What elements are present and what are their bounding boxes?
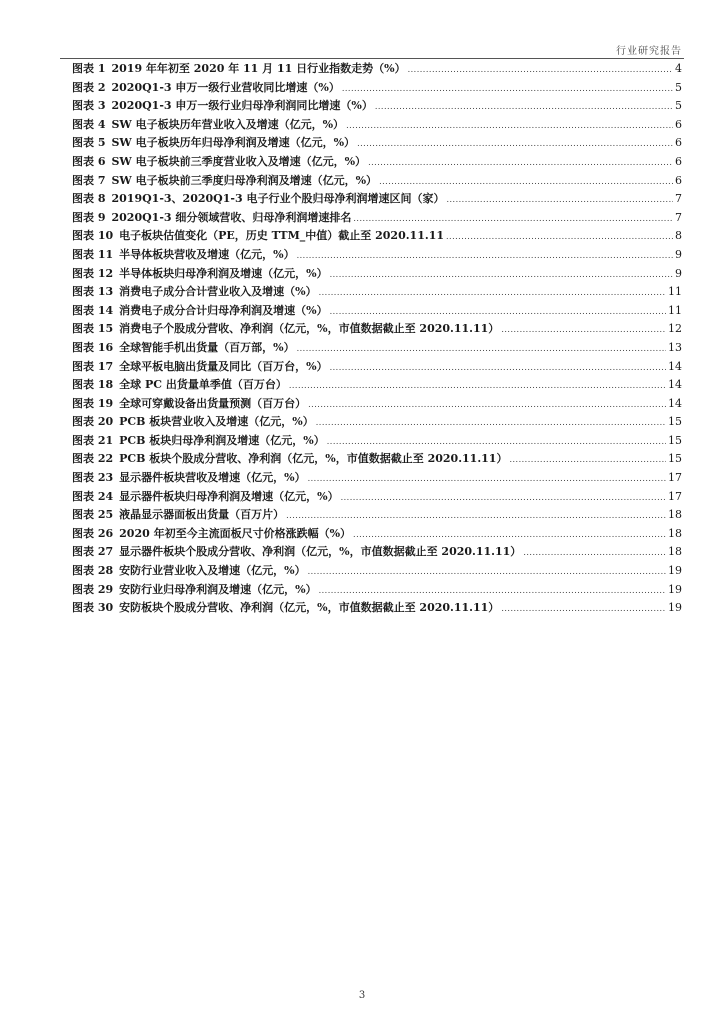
toc-entry-page[interactable]: 18 [668, 545, 682, 559]
toc-entry-title[interactable]: 电子板块估值变化（PE，历史 TTM_中值）截止至 2020.11.11 [119, 229, 444, 243]
toc-entry[interactable] [72, 227, 682, 246]
toc-dot-leader [297, 251, 673, 260]
toc-entry-title[interactable]: 安防板块个股成分营收、净利润（亿元，%，市值数据截止至 2020.11.11） [119, 601, 500, 615]
toc-dot-leader [308, 474, 666, 483]
toc-entry-title[interactable]: 安防行业归母净利润及增速（亿元，%） [119, 582, 317, 596]
toc-dot-leader [330, 270, 673, 279]
toc-dot-leader [446, 232, 673, 241]
toc-entry-page[interactable]: 5 [675, 80, 682, 94]
toc-entry-page[interactable]: 17 [668, 471, 682, 485]
toc-entry-title[interactable]: 2020Q1-3 细分领域营收、归母净利润增速排名 [111, 210, 352, 224]
toc-entry-title[interactable]: SW 电子板块历年归母净利润及增速（亿元，%） [111, 136, 356, 150]
toc-entry-title[interactable]: 消费电子成分合计归母净利润及增速（%） [119, 303, 328, 317]
toc-dot-leader [357, 139, 673, 148]
toc-entry[interactable] [72, 376, 682, 395]
toc-entry-number: 图表 22 [72, 452, 114, 466]
toc-dot-leader [327, 437, 666, 446]
toc-entry[interactable] [72, 506, 682, 525]
toc-entry[interactable] [72, 320, 682, 339]
toc-entry-number: 图表 19 [72, 396, 114, 410]
toc-entry[interactable] [72, 60, 682, 79]
toc-entry-title[interactable]: 显示器件板块个股成分营收、净利润（亿元，%，市值数据截止至 2020.11.11） [119, 545, 522, 559]
toc-entry-title[interactable]: SW 电子板块历年营业收入及增速（亿元，%） [111, 117, 345, 131]
toc-entry-number: 图表 29 [72, 582, 114, 596]
toc-dot-leader [341, 493, 666, 502]
toc-entry-page[interactable]: 8 [675, 229, 682, 243]
toc-entry[interactable] [72, 581, 682, 600]
toc-entry[interactable] [72, 134, 682, 153]
toc-entry-page[interactable]: 19 [668, 582, 682, 596]
toc-dot-leader [353, 530, 666, 539]
toc-entry[interactable] [72, 172, 682, 191]
toc-entry-title[interactable]: 液晶显示器面板出货量（百万片） [119, 508, 285, 522]
toc-entry-page[interactable]: 18 [668, 526, 682, 540]
toc-entry[interactable] [72, 153, 682, 172]
toc-entry-number: 图表 23 [72, 471, 114, 485]
toc-entry-page[interactable]: 12 [668, 322, 682, 336]
toc-entry-page[interactable]: 9 [675, 266, 682, 280]
toc-dot-leader [446, 195, 673, 204]
toc-entry-title[interactable]: 消费电子成分合计营业收入及增速（%） [119, 285, 317, 299]
toc-entry[interactable] [72, 543, 682, 562]
toc-entry-title[interactable]: 半导体板块营收及增速（亿元，%） [119, 247, 295, 261]
toc-entry-number: 图表 21 [72, 433, 114, 447]
toc-entry-page[interactable]: 18 [668, 508, 682, 522]
toc-entry-number: 图表 11 [72, 247, 114, 261]
toc-entry-page[interactable]: 13 [668, 340, 682, 354]
toc-entry[interactable] [72, 190, 682, 209]
page-number: 3 [358, 990, 366, 1001]
toc-entry-number: 图表 6 [72, 154, 106, 168]
toc-entry-page[interactable]: 19 [668, 601, 682, 615]
toc-dot-leader [330, 307, 666, 316]
toc-dot-leader [368, 158, 673, 167]
toc-entry-page[interactable]: 15 [668, 452, 682, 466]
toc-entry-title[interactable]: 2020Q1-3 申万一级行业归母净利润同比增速（%） [111, 99, 373, 113]
toc-dot-leader [308, 400, 666, 409]
toc-dot-leader [346, 121, 673, 130]
toc-entry-page[interactable]: 15 [668, 433, 682, 447]
figure-index-list [72, 60, 682, 618]
toc-entry-number: 图表 10 [72, 229, 114, 243]
toc-entry-page[interactable]: 6 [675, 154, 682, 168]
toc-entry-number: 图表 26 [72, 526, 114, 540]
toc-dot-leader [319, 288, 666, 297]
toc-entry-title[interactable]: 2020 年初至今主流面板尺寸价格涨跌幅（%） [119, 526, 352, 540]
toc-entry[interactable] [72, 302, 682, 321]
toc-dot-leader [316, 418, 666, 427]
toc-dot-leader [286, 511, 666, 520]
toc-entry-title[interactable]: 显示器件板块归母净利润及增速（亿元，%） [119, 489, 339, 503]
toc-entry[interactable] [72, 97, 682, 116]
toc-entry[interactable] [72, 283, 682, 302]
toc-entry-title[interactable]: SW 电子板块前三季度营业收入及增速（亿元，%） [111, 154, 367, 168]
toc-dot-leader [375, 102, 673, 111]
toc-entry-number: 图表 24 [72, 489, 114, 503]
toc-entry-number: 图表 25 [72, 508, 114, 522]
toc-dot-leader [330, 363, 666, 372]
toc-entry-title[interactable]: PCB 板块个股成分营收、净利润（亿元，%，市值数据截止至 2020.11.11） [119, 452, 508, 466]
page-header [0, 0, 724, 60]
toc-entry-title[interactable]: 2020Q1-3 申万一级行业营收同比增速（%） [111, 80, 340, 94]
toc-entry-title[interactable]: 全球可穿戴设备出货量预测（百万台） [119, 396, 307, 410]
toc-dot-leader [342, 84, 673, 93]
toc-entry-page[interactable]: 14 [668, 396, 682, 410]
toc-entry-number: 图表 18 [72, 378, 114, 392]
toc-entry-number: 图表 20 [72, 415, 114, 429]
toc-dot-leader [289, 381, 666, 390]
report-type-label: 行业研究报告 [616, 46, 682, 57]
toc-entry-number: 图表 17 [72, 359, 114, 373]
toc-entry-title[interactable]: 半导体板块归母净利润及增速（亿元，%） [119, 266, 328, 280]
toc-entry[interactable] [72, 469, 682, 488]
toc-entry-number: 图表 28 [72, 564, 114, 578]
toc-entry-title[interactable]: PCB 板块归母净利润及增速（亿元，%） [119, 433, 325, 447]
toc-entry-page[interactable]: 19 [668, 564, 682, 578]
toc-entry-page[interactable]: 5 [675, 99, 682, 113]
toc-entry-title[interactable]: PCB 板块营业收入及增速（亿元，%） [119, 415, 314, 429]
toc-entry[interactable] [72, 246, 682, 265]
toc-dot-leader [379, 177, 673, 186]
toc-entry[interactable] [72, 450, 682, 469]
toc-dot-leader [308, 567, 666, 576]
toc-entry-page[interactable]: 9 [675, 247, 682, 261]
toc-entry-title[interactable]: 安防行业营业收入及增速（亿元，%） [119, 564, 306, 578]
toc-entry-page[interactable]: 6 [675, 117, 682, 131]
toc-entry-page[interactable]: 14 [668, 359, 682, 373]
toc-entry-title[interactable]: 显示器件板块营收及增速（亿元，%） [119, 471, 306, 485]
toc-entry-number: 图表 5 [72, 136, 106, 150]
toc-entry-title[interactable]: 全球平板电脑出货量及同比（百万台，%） [119, 359, 328, 373]
toc-entry[interactable] [72, 432, 682, 451]
toc-entry-page[interactable]: 6 [675, 173, 682, 187]
toc-entry-page[interactable]: 17 [668, 489, 682, 503]
toc-entry[interactable] [72, 209, 682, 228]
toc-entry[interactable] [72, 265, 682, 284]
toc-entry-number: 图表 1 [72, 62, 106, 75]
toc-entry-page[interactable]: 6 [675, 136, 682, 150]
toc-entry-page[interactable]: 4 [675, 62, 682, 75]
toc-entry-number: 图表 7 [72, 173, 106, 187]
toc-dot-leader [501, 604, 666, 613]
toc-entry[interactable] [72, 358, 682, 377]
toc-entry-number: 图表 3 [72, 99, 106, 113]
toc-entry-number: 图表 13 [72, 285, 114, 299]
toc-entry-title[interactable]: 全球智能手机出货量（百万部，%） [119, 340, 295, 354]
toc-entry-title[interactable]: SW 电子板块前三季度归母净利润及增速（亿元，%） [111, 173, 378, 187]
toc-entry-page[interactable]: 7 [675, 210, 682, 224]
toc-entry-number: 图表 4 [72, 117, 106, 131]
toc-entry-title[interactable]: 消费电子个股成分营收、净利润（亿元，%，市值数据截止至 2020.11.11） [119, 322, 500, 336]
toc-entry[interactable] [72, 488, 682, 507]
toc-entry[interactable] [72, 413, 682, 432]
toc-entry-page[interactable]: 11 [668, 285, 682, 299]
toc-entry-page[interactable]: 14 [668, 378, 682, 392]
toc-entry-number: 图表 9 [72, 210, 106, 224]
toc-entry-page[interactable]: 7 [675, 192, 682, 206]
header-divider [60, 58, 684, 59]
toc-entry-number: 图表 15 [72, 322, 114, 336]
toc-entry[interactable] [72, 116, 682, 135]
toc-entry-title[interactable]: 2019 年年初至 2020 年 11 月 11 日行业指数走势（%） [111, 62, 406, 75]
toc-entry-number: 图表 2 [72, 80, 106, 94]
toc-entry-number: 图表 8 [72, 192, 106, 206]
toc-entry-page[interactable]: 15 [668, 415, 682, 429]
toc-entry[interactable] [72, 525, 682, 544]
toc-dot-leader [523, 548, 666, 557]
toc-entry-title[interactable]: 全球 PC 出货量单季值（百万台） [119, 378, 287, 392]
toc-dot-leader [501, 325, 666, 334]
toc-entry-number: 图表 30 [72, 601, 114, 615]
toc-dot-leader [297, 344, 666, 353]
toc-entry[interactable] [72, 562, 682, 581]
toc-entry-page[interactable]: 11 [668, 303, 682, 317]
toc-entry[interactable] [72, 599, 682, 618]
toc-dot-leader [353, 214, 673, 223]
toc-entry[interactable] [72, 79, 682, 98]
toc-entry[interactable] [72, 339, 682, 358]
toc-dot-leader [319, 586, 666, 595]
toc-entry-number: 图表 16 [72, 340, 114, 354]
toc-entry-title[interactable]: 2019Q1-3、2020Q1-3 电子行业个股归母净利润增速区间（家） [111, 192, 445, 206]
toc-entry-number: 图表 14 [72, 303, 114, 317]
toc-dot-leader [509, 455, 666, 464]
toc-entry[interactable] [72, 395, 682, 414]
toc-dot-leader [408, 65, 673, 74]
toc-entry-number: 图表 12 [72, 266, 114, 280]
toc-entry-number: 图表 27 [72, 545, 114, 559]
